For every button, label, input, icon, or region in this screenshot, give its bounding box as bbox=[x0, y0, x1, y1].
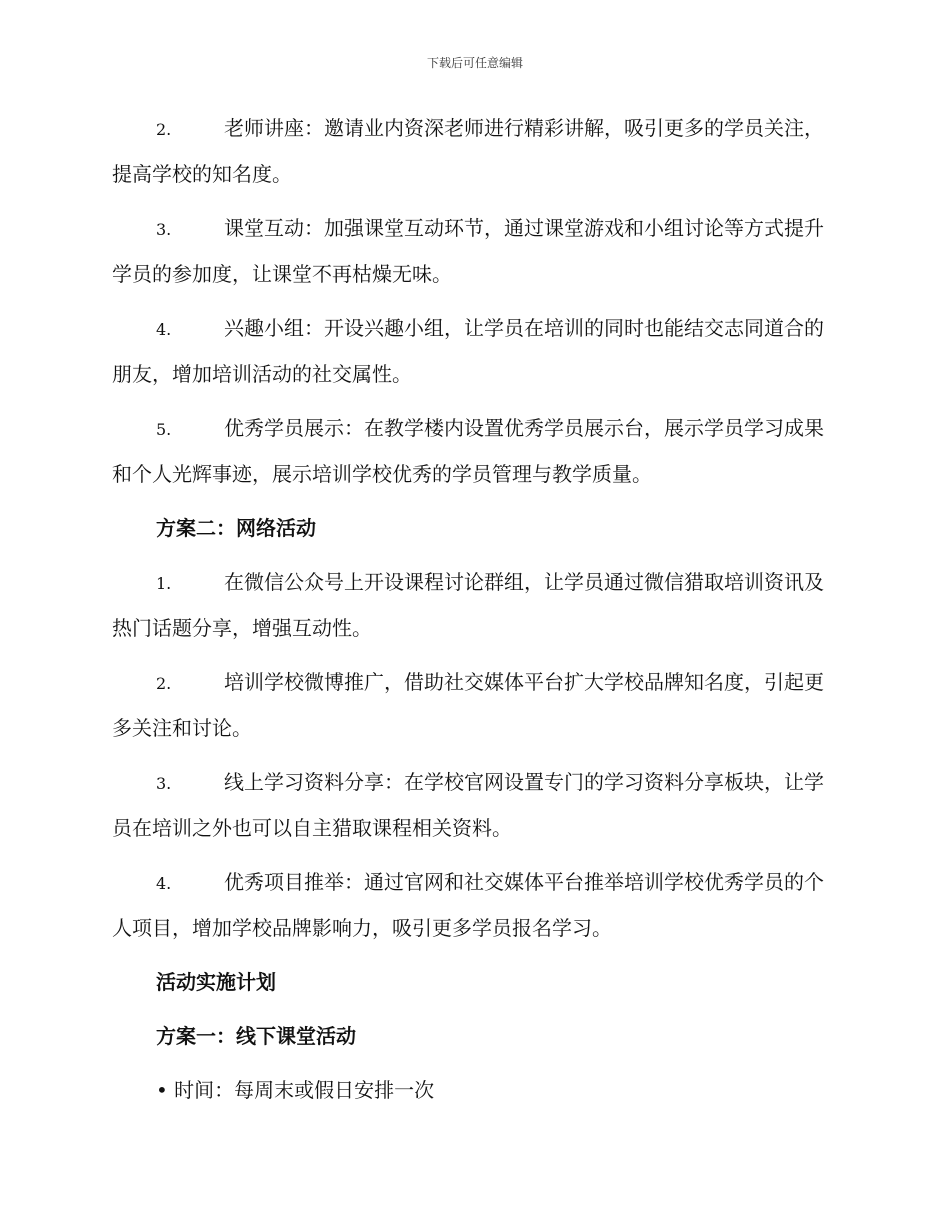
item-text: 线上学习资料分享：在学校官网设置专门的学习资料分享板块，让学员在培训之外也可以自主猎取课程相关资料。 bbox=[112, 770, 824, 840]
list-item bbox=[112, 560, 834, 650]
document-body bbox=[112, 106, 834, 1122]
item-text: 课堂互动：加强课堂互动环节，通过课堂游戏和小组讨论等方式提升学员的参加度，让课堂不再枯燥无味。 bbox=[112, 216, 824, 286]
list-item bbox=[112, 106, 834, 196]
item-text: 优秀项目推举：通过官网和社交媒体平台推举培训学校优秀学员的个人项目，增加学校品牌影响力，吸引更多学员报名学习。 bbox=[112, 870, 824, 940]
page-header: 下载后可任意编辑 bbox=[426, 56, 523, 70]
bullet-item: • 时间：每周末或假日安排一次 bbox=[156, 1078, 435, 1102]
item-number: 1. bbox=[156, 574, 172, 593]
item-number: 5. bbox=[156, 420, 172, 439]
item-text: 在微信公众号上开设课程讨论群组，让学员通过微信猎取培训资讯及热门话题分享，增强互动性。 bbox=[112, 570, 824, 640]
section-heading: 方案二：网络活动 bbox=[156, 516, 316, 540]
list-item bbox=[112, 760, 834, 850]
item-number: 4. bbox=[156, 874, 172, 893]
section-heading: 活动实施计划 bbox=[156, 970, 276, 994]
list-item bbox=[112, 406, 834, 496]
list-item bbox=[112, 660, 834, 750]
item-number: 3. bbox=[156, 220, 172, 239]
item-number: 4. bbox=[156, 320, 172, 339]
item-number: 2. bbox=[156, 674, 172, 693]
item-text: 优秀学员展示：在教学楼内设置优秀学员展示台，展示学员学习成果和个人光辉事迹，展示培训学校优秀的学员管理与教学质量。 bbox=[112, 416, 824, 486]
item-number: 3. bbox=[156, 774, 172, 793]
list-item bbox=[112, 306, 834, 396]
item-text: 兴趣小组：开设兴趣小组，让学员在培训的同时也能结交志同道合的朋友，增加培训活动的社交属性。 bbox=[112, 316, 824, 386]
item-number: 2. bbox=[156, 120, 172, 139]
list-item bbox=[112, 206, 834, 296]
item-text: 培训学校微博推广，借助社交媒体平台扩大学校品牌知名度，引起更多关注和讨论。 bbox=[112, 670, 824, 740]
section-heading: 方案一：线下课堂活动 bbox=[156, 1024, 356, 1048]
item-text: 老师讲座：邀请业内资深老师进行精彩讲解，吸引更多的学员关注，提高学校的知名度。 bbox=[112, 116, 824, 186]
list-item bbox=[112, 860, 834, 950]
